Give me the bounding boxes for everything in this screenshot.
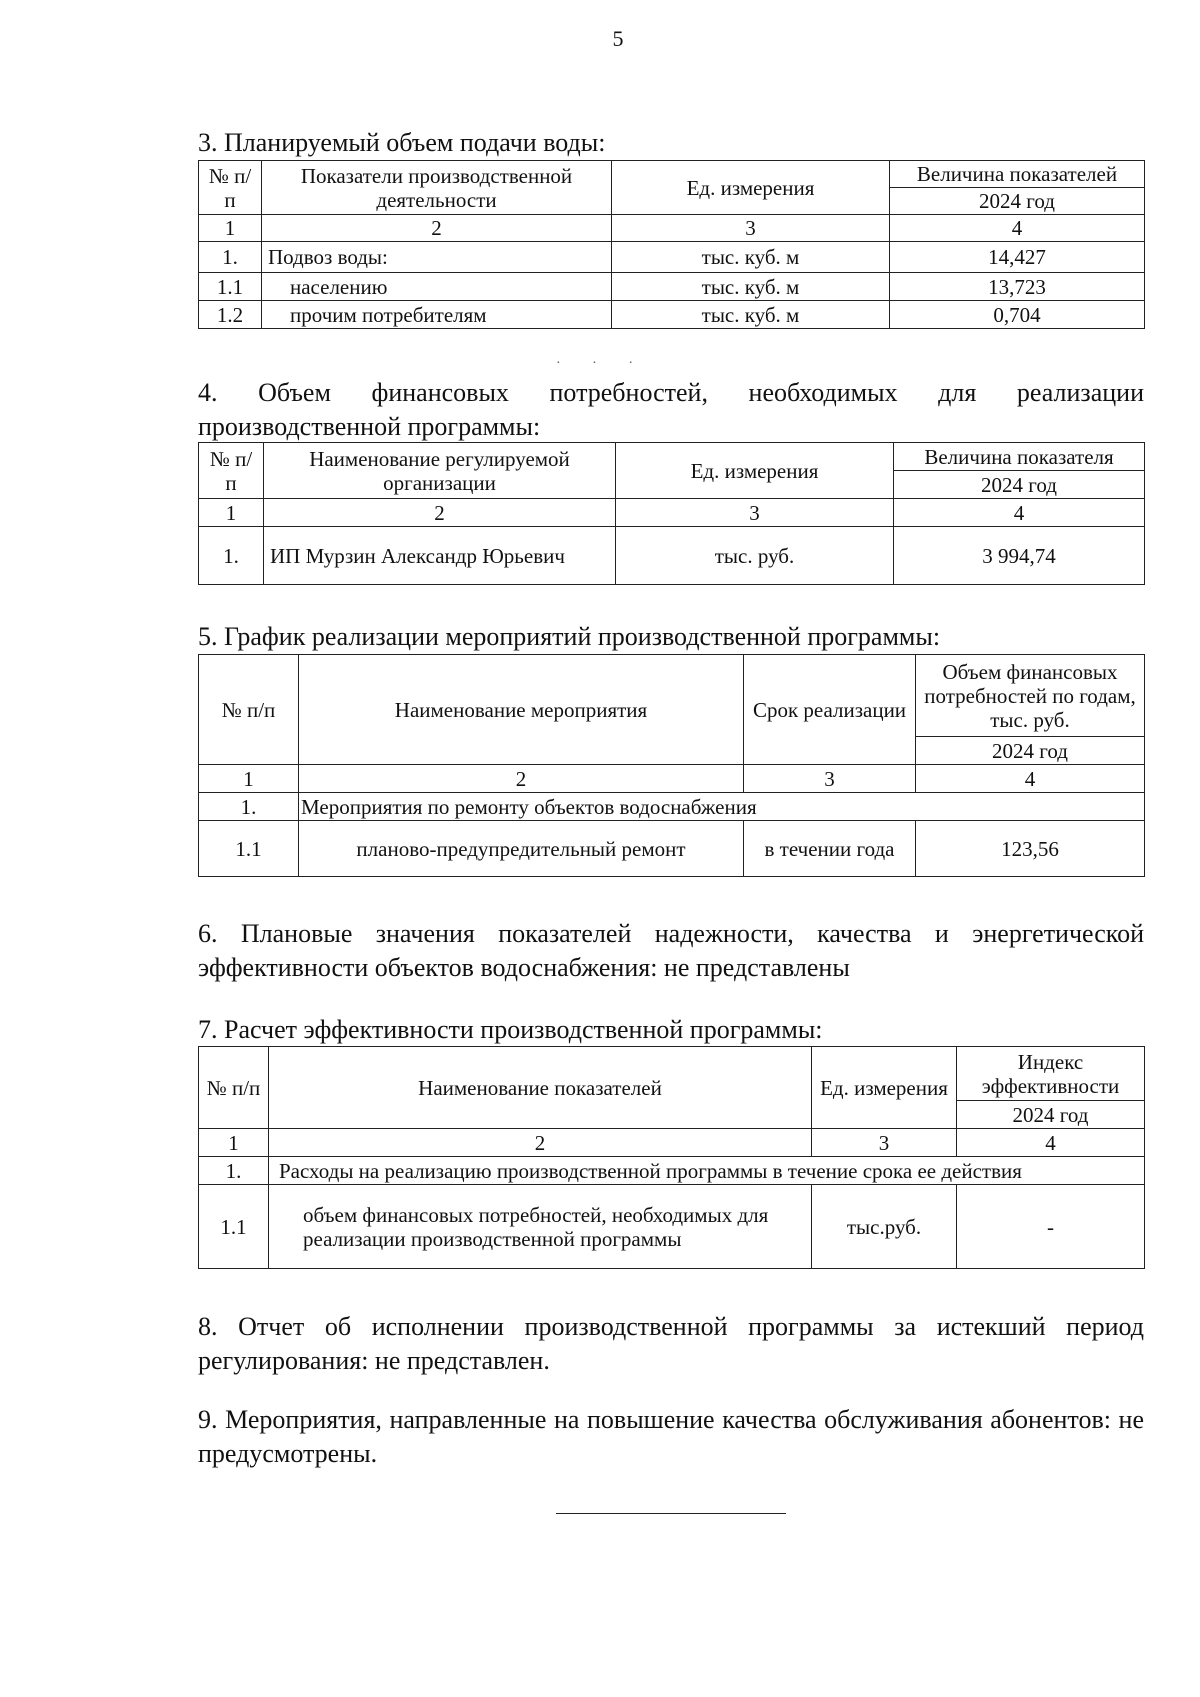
index-cell: 2 [269, 1129, 812, 1157]
row-unit: тыс. куб. м [612, 273, 890, 301]
scan-artifact-dots: · · · [556, 356, 647, 371]
index-cell: 3 [616, 499, 894, 527]
row-name: объем финансовых потребностей, необходимых для реализации производственной программы [269, 1185, 812, 1269]
row-name: Подвоз воды: [262, 242, 612, 273]
water-supply-table [198, 160, 1145, 329]
row-num: 1.1 [199, 273, 262, 301]
table-row [199, 793, 1145, 821]
row-value: 13,723 [890, 273, 1145, 301]
header-term: Срок реализации [744, 655, 916, 765]
row-value: - [957, 1185, 1145, 1269]
index-cell: 1 [199, 1129, 269, 1157]
table-row [199, 242, 1145, 273]
table-row [199, 527, 1145, 585]
index-cell: 2 [264, 499, 616, 527]
index-cell: 2 [262, 215, 612, 242]
index-cell: 3 [612, 215, 890, 242]
table-row [199, 1157, 1145, 1185]
row-num: 1.2 [199, 301, 262, 329]
header-name: Показатели производственной деятельности [262, 161, 612, 215]
row-num: 1.1 [199, 821, 299, 877]
financial-needs-table [198, 442, 1145, 585]
section-8-text: 8. Отчет об исполнении производственной программы за истекший период регулирования: не представлен. [198, 1312, 1144, 1375]
index-cell: 2 [299, 765, 744, 793]
header-name: Наименование регулируемой организации [264, 443, 616, 499]
index-cell: 3 [744, 765, 916, 793]
index-cell: 1 [199, 215, 262, 242]
index-cell: 1 [199, 765, 299, 793]
header-num: № п/п [199, 1047, 269, 1129]
header-year: 2024 год [916, 737, 1145, 765]
row-num: 1. [199, 242, 262, 273]
row-num: 1. [199, 793, 299, 821]
index-cell: 4 [890, 215, 1145, 242]
header-year: 2024 год [894, 471, 1145, 499]
row-value: 123,56 [916, 821, 1145, 877]
header-value: Индекс эффективности [957, 1047, 1145, 1101]
header-num: № п/п [199, 655, 299, 765]
efficiency-table [198, 1046, 1145, 1269]
section-4-title-line1: 4. Объем финансовых потребностей, необходимых для реализации [198, 378, 1144, 407]
table-row [199, 273, 1145, 301]
row-unit: тыс. куб. м [612, 242, 890, 273]
header-value: Объем финансовых потребностей по годам, тыс. руб. [916, 655, 1145, 737]
row-name: планово-предупредительный ремонт [299, 821, 744, 877]
table-row [199, 1185, 1145, 1269]
section-5-title: 5. График реализации мероприятий производственной программы: [198, 622, 941, 651]
row-name: Мероприятия по ремонту объектов водоснабжения [299, 793, 1145, 821]
header-unit: Ед. измерения [616, 443, 894, 499]
index-cell: 4 [916, 765, 1145, 793]
schedule-table [198, 654, 1145, 877]
table-row [199, 301, 1145, 329]
row-name: населению [262, 273, 612, 301]
index-cell: 1 [199, 499, 264, 527]
section-7-title: 7. Расчет эффективности производственной программы: [198, 1015, 823, 1044]
header-name: Наименование мероприятия [299, 655, 744, 765]
row-value: 3 994,74 [894, 527, 1145, 585]
row-name: ИП Мурзин Александр Юрьевич [264, 527, 616, 585]
row-value: 0,704 [890, 301, 1145, 329]
header-unit: Ед. измерения [612, 161, 890, 215]
row-term: в течении года [744, 821, 916, 877]
row-name: Расходы на реализацию производственной программы в течение срока ее действия [269, 1157, 1145, 1185]
header-name: Наименование показателей [269, 1047, 812, 1129]
index-cell: 4 [957, 1129, 1145, 1157]
section-9-text: 9. Мероприятия, направленные на повышение качества обслуживания абонентов: не предусмотрены. [198, 1405, 1144, 1468]
page-number: 5 [612, 26, 624, 51]
row-num: 1. [199, 1157, 269, 1185]
section-6-text: 6. Плановые значения показателей надежности, качества и энергетической эффективности объектов водоснабжения: не представлены [198, 919, 1144, 982]
row-unit: тыс.руб. [812, 1185, 957, 1269]
index-cell: 3 [812, 1129, 957, 1157]
row-num: 1.1 [199, 1185, 269, 1269]
header-unit: Ед. измерения [812, 1047, 957, 1129]
header-value: Величина показателей [890, 161, 1145, 188]
header-num: № п/п [199, 161, 262, 215]
section-4-title-line2: производственной программы: [198, 412, 541, 441]
row-value: 14,427 [890, 242, 1145, 273]
row-name: прочим потребителям [262, 301, 612, 329]
header-num: № п/п [199, 443, 264, 499]
header-value: Величина показателя [894, 443, 1145, 471]
header-year: 2024 год [890, 188, 1145, 215]
row-unit: тыс. куб. м [612, 301, 890, 329]
index-cell: 4 [894, 499, 1145, 527]
table-row [199, 821, 1145, 877]
row-unit: тыс. руб. [616, 527, 894, 585]
section-3-title: 3. Планируемый объем подачи воды: [198, 128, 606, 157]
header-year: 2024 год [957, 1101, 1145, 1129]
closing-divider [556, 1513, 786, 1514]
row-num: 1. [199, 527, 264, 585]
